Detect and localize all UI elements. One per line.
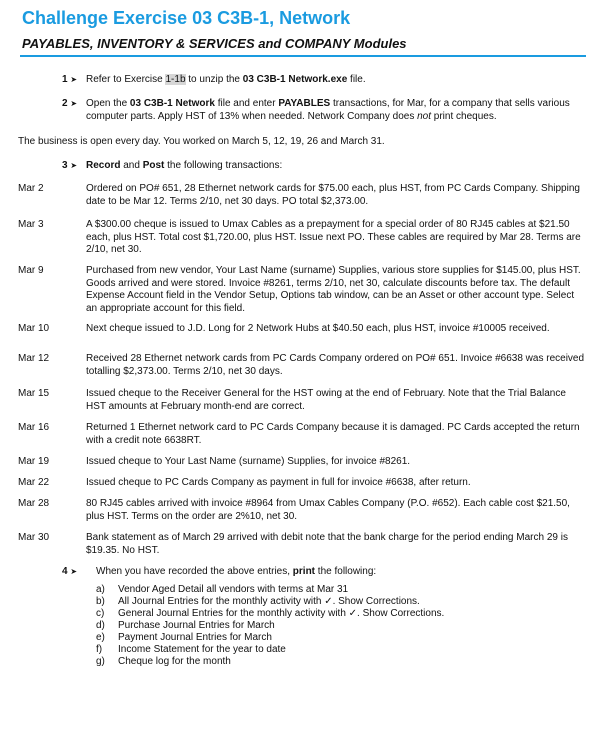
step-1 [62, 74, 582, 87]
transaction-date: Mar 15 [18, 388, 50, 399]
list-letter: e) [96, 632, 105, 643]
arrow-icon: ➤ [70, 99, 78, 108]
list-item [96, 596, 444, 608]
transaction-description: Next cheque issued to J.D. Long for 2 Network Hubs at $40.50 each, plus HST, invoice #10005 received. [86, 323, 550, 334]
list-letter: g) [96, 656, 105, 667]
print-list [96, 584, 444, 668]
list-letter: b) [96, 596, 105, 607]
list-item [96, 632, 444, 644]
transaction-row [18, 219, 586, 257]
transaction-date: Mar 30 [18, 532, 50, 543]
transaction-date: Mar 16 [18, 422, 50, 433]
list-item [96, 656, 444, 668]
transaction-date: Mar 9 [18, 265, 44, 276]
step-text: Refer to Exercise 1-1b to unzip the 03 C3B-1 Network.exe file. [86, 74, 366, 85]
list-text: Cheque log for the month [118, 656, 231, 667]
step-number: 3 ➤ [62, 160, 78, 171]
step-number: 1 ➤ [62, 74, 78, 85]
list-letter: a) [96, 584, 105, 595]
page-title: Challenge Exercise 03 C3B-1, Network [22, 8, 351, 28]
list-item [96, 620, 444, 632]
step-4 [62, 566, 582, 579]
step-2 [62, 98, 582, 123]
transaction-date: Mar 2 [18, 183, 44, 194]
intro-paragraph: The business is open every day. You worked on March 5, 12, 19, 26 and March 31. [18, 136, 385, 147]
transaction-date: Mar 19 [18, 456, 50, 467]
transaction-date: Mar 10 [18, 323, 50, 334]
list-item [96, 644, 444, 656]
transaction-description: Bank statement as of March 29 arrived with debit note that the bank charge for the period ending March 29 is $19.35. No HST. [86, 532, 568, 556]
list-text: Purchase Journal Entries for March [118, 620, 275, 631]
transaction-date: Mar 28 [18, 498, 50, 509]
transaction-row [18, 456, 586, 469]
transaction-row [18, 265, 586, 315]
list-item [96, 584, 444, 596]
transaction-row [18, 532, 586, 557]
step-text: When you have recorded the above entries, print the following: [96, 566, 377, 577]
transaction-description: Received 28 Ethernet network cards from PC Cards Company ordered on PO# 651. Invoice #6638 was received totalling $2,373.00. Terms 2/10, net 30 days. [86, 353, 585, 377]
list-letter: f) [96, 644, 103, 655]
title-divider [20, 55, 586, 57]
transaction-description: 80 RJ45 cables arrived with invoice #8964 from Umax Cables Company (P.O. #652). Each cable cost $21.50, plus HST. Terms on the order are 2%10, net 30. [86, 498, 570, 522]
transaction-description: Ordered on PO# 651, 28 Ethernet network cards for $75.00 each, plus HST, from PC Cards Company. Shipping date to be Mar 12. Terms 2/10, net 30 days. PO total $2,373.00. [86, 183, 580, 207]
list-text: Vendor Aged Detail all vendors with terms at Mar 31 [118, 584, 349, 595]
arrow-icon: ➤ [70, 567, 78, 576]
step-text: Open the 03 C3B-1 Network file and enter PAYABLES transactions, for Mar, for a company that sells various computer parts. Apply HST of 13% when needed. Network Company does not print cheques. [86, 98, 570, 122]
transaction-row [18, 477, 586, 490]
list-text: Payment Journal Entries for March [118, 632, 272, 643]
list-item [96, 608, 444, 620]
transaction-description: Purchased from new vendor, Your Last Name (surname) Supplies, various store supplies for $145.00, plus HST. Goods arrived and were stored. Invoice #8261, terms 2/10, net 30, calculate discounts before tax. The default Expense Account field in the Vendor Setup, Options tab window, can be an Asset or other account type. Select an appropriate account for this field. [86, 265, 581, 314]
step-number: 4 ➤ [62, 566, 78, 577]
transaction-row [18, 323, 586, 336]
transaction-date: Mar 3 [18, 219, 44, 230]
transaction-description: Issued cheque to Your Last Name (surname) Supplies, for invoice #8261. [86, 456, 411, 467]
list-text: All Journal Entries for the monthly activity with ✓. Show Corrections. [118, 596, 420, 607]
list-text: General Journal Entries for the monthly activity with ✓. Show Corrections. [118, 608, 445, 619]
page-subtitle: PAYABLES, INVENTORY & SERVICES and COMPANY Modules [22, 36, 407, 51]
transaction-row [18, 353, 586, 378]
arrow-icon: ➤ [70, 161, 78, 170]
transaction-row [18, 422, 586, 447]
transaction-description: Issued cheque to PC Cards Company as payment in full for invoice #6638, after return. [86, 477, 471, 488]
list-text: Income Statement for the year to date [118, 644, 286, 655]
list-letter: d) [96, 620, 105, 631]
exercise-ref-highlight: 1-1b [165, 74, 186, 85]
transaction-date: Mar 22 [18, 477, 50, 488]
step-number: 2 ➤ [62, 98, 78, 109]
step-3 [62, 160, 582, 173]
transaction-description: A $300.00 cheque is issued to Umax Cables as a prepayment for a special order of 80 RJ45 cables at $21.50 each, plus HST. Total cost $1,720.00, plus HST. Issue next PO. These cables are required by Mar 28. Terms are 2/10, net 30. [86, 219, 581, 255]
list-letter: c) [96, 608, 105, 619]
step-text: Record and Post the following transactions: [86, 160, 283, 171]
transaction-row [18, 498, 586, 523]
arrow-icon: ➤ [70, 75, 78, 84]
transaction-row [18, 388, 586, 413]
transaction-description: Issued cheque to the Receiver General for the HST owing at the end of February. Note that the Trial Balance HST amounts at February month-end are correct. [86, 388, 566, 412]
transaction-row [18, 183, 586, 208]
transaction-date: Mar 12 [18, 353, 50, 364]
transaction-description: Returned 1 Ethernet network card to PC Cards Company because it is damaged. PC Cards accepted the return with a credit note 6638RT. [86, 422, 580, 446]
